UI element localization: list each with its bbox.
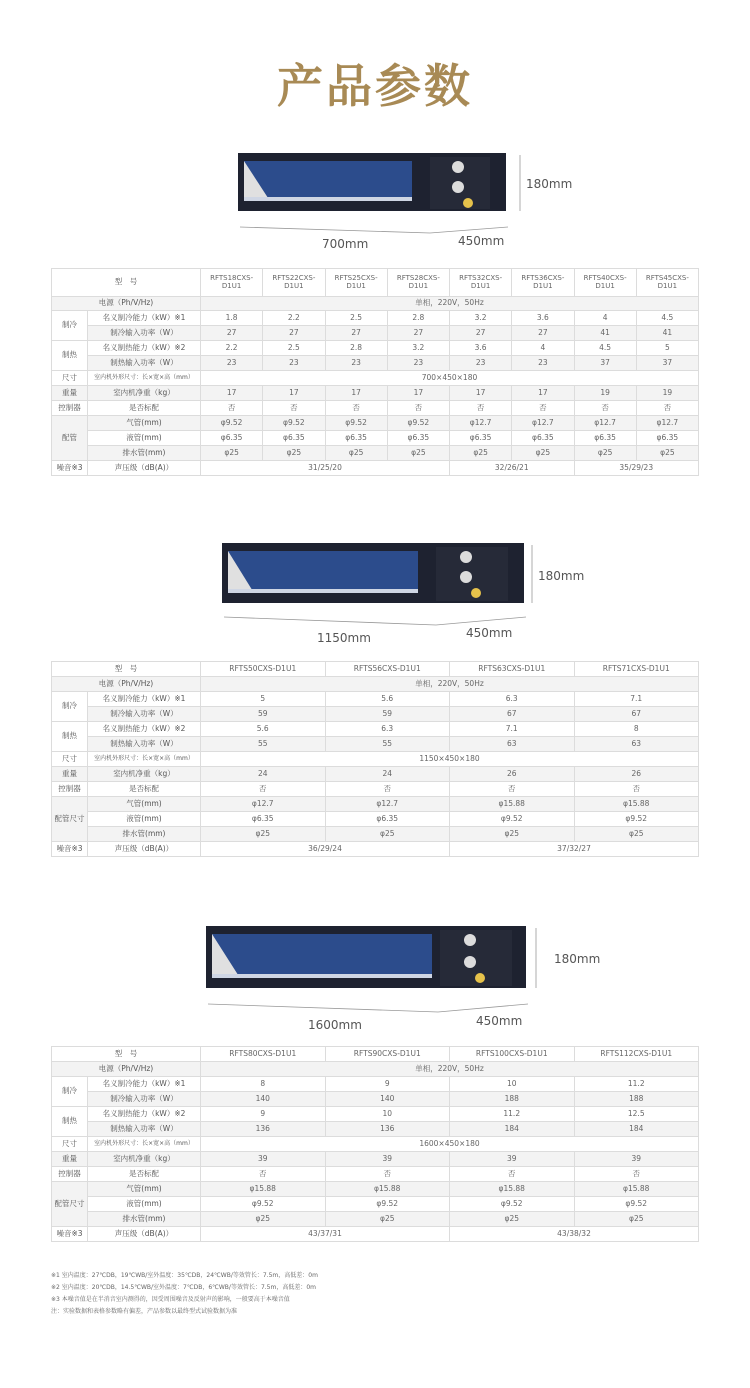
cell: φ12.7: [574, 416, 636, 431]
cell: 55: [325, 737, 450, 752]
gas-label: 气管(mm): [88, 797, 201, 812]
cell: 37: [574, 356, 636, 371]
cell: 19: [574, 386, 636, 401]
cell: φ25: [450, 446, 512, 461]
cell: φ25: [450, 827, 575, 842]
noise-group: 噪音※3: [52, 842, 88, 857]
power-value: 单相，220V，50Hz: [201, 677, 699, 692]
cell: 8: [201, 1077, 326, 1092]
size-group: 尺寸: [52, 371, 88, 386]
cell: 2.5: [263, 341, 325, 356]
ctrl-label: 是否标配: [88, 782, 201, 797]
cell: φ9.52: [450, 812, 575, 827]
cell: 41: [636, 326, 698, 341]
cell: 27: [387, 326, 449, 341]
cell: 184: [574, 1122, 699, 1137]
cell: 否: [636, 401, 698, 416]
dim-width-1: 700mm: [322, 237, 369, 251]
dim-height-1: 180mm: [526, 177, 573, 191]
heat-pow-label: 制热输入功率（W）: [88, 737, 201, 752]
cell: 9: [201, 1107, 326, 1122]
liquid-label: 液管(mm): [88, 812, 201, 827]
cell: φ15.88: [574, 1182, 699, 1197]
cell: φ25: [325, 827, 450, 842]
cell: 37/32/27: [450, 842, 699, 857]
ctrl-group: 控制器: [52, 401, 88, 416]
size-label: 室内机外形尺寸：长×宽×高（mm）: [88, 371, 201, 386]
cell: 23: [512, 356, 574, 371]
cell: φ9.52: [201, 416, 263, 431]
cell: φ9.52: [450, 1197, 575, 1212]
cell: 23: [325, 356, 387, 371]
size-label: 室内机外形尺寸：长×宽×高（mm）: [88, 1137, 201, 1152]
footnote: ※1 室内温度：27℃DB，19℃WB/室外温度：35℃DB，24℃WB/等效管长：7.5m，高低差：0m: [51, 1272, 318, 1279]
cell: 67: [450, 707, 575, 722]
cell: φ25: [574, 1212, 699, 1227]
cell: 否: [450, 1167, 575, 1182]
cell: φ6.35: [450, 431, 512, 446]
cell: φ9.52: [574, 812, 699, 827]
cell: 63: [574, 737, 699, 752]
liquid-label: 液管(mm): [88, 1197, 201, 1212]
model-name: RFTS22CXS-D1U1: [263, 269, 325, 297]
cell: 19: [636, 386, 698, 401]
cell: 24: [201, 767, 326, 782]
cell: 12.5: [574, 1107, 699, 1122]
cell: 2.8: [325, 341, 387, 356]
cell: 35/29/23: [574, 461, 699, 476]
cell: 否: [574, 1167, 699, 1182]
cell: φ6.35: [201, 812, 326, 827]
cell: φ25: [201, 446, 263, 461]
cell: 140: [325, 1092, 450, 1107]
cell: φ9.52: [387, 416, 449, 431]
cell: φ15.88: [201, 1182, 326, 1197]
drain-label: 排水管(mm): [88, 827, 201, 842]
cell: 否: [201, 401, 263, 416]
power-value: 单相，220V，50Hz: [201, 1062, 699, 1077]
cell: 3.2: [387, 341, 449, 356]
footnotes: [51, 1270, 318, 1318]
cell: φ6.35: [263, 431, 325, 446]
cell: 11.2: [574, 1077, 699, 1092]
cell: φ12.7: [512, 416, 574, 431]
cell: φ9.52: [325, 416, 387, 431]
cell: φ25: [636, 446, 698, 461]
cell: 17: [387, 386, 449, 401]
size-label: 室内机外形尺寸：长×宽×高（mm）: [88, 752, 201, 767]
cell: 5.6: [201, 722, 326, 737]
cell: φ12.7: [201, 797, 326, 812]
cell: φ15.88: [325, 1182, 450, 1197]
model-name: RFTS56CXS-D1U1: [325, 662, 450, 677]
cell: 5: [201, 692, 326, 707]
weight-group: 重量: [52, 386, 88, 401]
cell: φ25: [450, 1212, 575, 1227]
page-title: 产品参数: [277, 59, 473, 113]
heat-group: 制热: [52, 722, 88, 752]
model-name: RFTS63CXS-D1U1: [450, 662, 575, 677]
cell: 否: [325, 1167, 450, 1182]
cell: 3.6: [450, 341, 512, 356]
footnote: 注：实验数据和表格参数略有偏差，产品参数以最终型式试验数据为准: [51, 1308, 238, 1315]
cell: 184: [450, 1122, 575, 1137]
heat-pow-label: 制热输入功率（W）: [88, 356, 201, 371]
cool-pow-label: 制冷输入功率（W）: [88, 707, 201, 722]
dim-width-2: 1150mm: [317, 631, 371, 645]
cell: 26: [574, 767, 699, 782]
footnote: ※2 室内温度：20℃DB，14.5℃WB/室外温度：7℃DB，6℃WB/等效管长：7.5m，高低差：0m: [51, 1284, 316, 1291]
drain-label: 排水管(mm): [88, 1212, 201, 1227]
size-value: 1600×450×180: [201, 1137, 699, 1152]
cell: φ6.35: [325, 812, 450, 827]
cell: φ6.35: [387, 431, 449, 446]
model-name: RFTS90CXS-D1U1: [325, 1047, 450, 1062]
cell: 7.1: [574, 692, 699, 707]
cell: φ6.35: [574, 431, 636, 446]
cell: 否: [325, 782, 450, 797]
power-label: 电源（Ph/V/Hz): [52, 1062, 201, 1077]
cool-pow-label: 制冷输入功率（W）: [88, 1092, 201, 1107]
cell: 3.2: [450, 311, 512, 326]
cell: 39: [201, 1152, 326, 1167]
cell: 27: [263, 326, 325, 341]
cool-cap-label: 名义制冷能力（kW）※1: [88, 311, 201, 326]
ctrl-label: 是否标配: [88, 401, 201, 416]
cell: 否: [574, 782, 699, 797]
cell: φ25: [201, 827, 326, 842]
model-label: 型 号: [52, 269, 201, 297]
cell: φ25: [387, 446, 449, 461]
cell: 2.2: [263, 311, 325, 326]
size-group: 尺寸: [52, 1137, 88, 1152]
cell: 67: [574, 707, 699, 722]
cool-group: 制冷: [52, 311, 88, 341]
cell: 10: [325, 1107, 450, 1122]
model-name: RFTS25CXS-D1U1: [325, 269, 387, 297]
cell: φ15.88: [450, 1182, 575, 1197]
size-group: 尺寸: [52, 752, 88, 767]
dim-depth-1: 450mm: [458, 234, 505, 248]
cell: φ15.88: [574, 797, 699, 812]
cell: φ25: [325, 446, 387, 461]
cell: φ6.35: [325, 431, 387, 446]
cool-cap-label: 名义制冷能力（kW）※1: [88, 692, 201, 707]
spec-table-2: [51, 661, 699, 857]
cell: 11.2: [450, 1107, 575, 1122]
cell: 2.8: [387, 311, 449, 326]
cell: 27: [450, 326, 512, 341]
cell: 27: [201, 326, 263, 341]
cool-pow-label: 制冷输入功率（W）: [88, 326, 201, 341]
cell: 17: [263, 386, 325, 401]
model-name: RFTS28CXS-D1U1: [387, 269, 449, 297]
cell: 32/26/21: [450, 461, 575, 476]
heat-cap-label: 名义制热能力（kW）※2: [88, 722, 201, 737]
dim-depth-3: 450mm: [476, 1014, 523, 1028]
cell: 6.3: [325, 722, 450, 737]
cell: 6.3: [450, 692, 575, 707]
model-name: RFTS18CXS-D1U1: [201, 269, 263, 297]
cell: 10: [450, 1077, 575, 1092]
spec-table-1: [51, 268, 699, 476]
pipe-group: 配管: [52, 416, 88, 461]
cell: 2.2: [201, 341, 263, 356]
model-name: RFTS45CXS-D1U1: [636, 269, 698, 297]
dim-height-2: 180mm: [538, 569, 585, 583]
weight-group: 重量: [52, 767, 88, 782]
cell: 55: [201, 737, 326, 752]
model-name: RFTS80CXS-D1U1: [201, 1047, 326, 1062]
power-label: 电源（Ph/V/Hz): [52, 677, 201, 692]
cell: φ25: [574, 827, 699, 842]
cell: φ12.7: [636, 416, 698, 431]
weight-group: 重量: [52, 1152, 88, 1167]
model-name: RFTS32CXS-D1U1: [450, 269, 512, 297]
cell: 17: [201, 386, 263, 401]
duct-unit-illustration: [230, 145, 550, 245]
size-value: 1150×450×180: [201, 752, 699, 767]
cell: 63: [450, 737, 575, 752]
model-name: RFTS40CXS-D1U1: [574, 269, 636, 297]
weight-label: 室内机净重（kg）: [88, 767, 201, 782]
cell: 43/37/31: [201, 1227, 450, 1242]
cell: φ6.35: [201, 431, 263, 446]
heat-cap-label: 名义制热能力（kW）※2: [88, 1107, 201, 1122]
gas-label: 气管(mm): [88, 1182, 201, 1197]
cell: 4: [574, 311, 636, 326]
cell: 2.5: [325, 311, 387, 326]
ctrl-label: 是否标配: [88, 1167, 201, 1182]
cell: 24: [325, 767, 450, 782]
drain-label: 排水管(mm): [88, 446, 201, 461]
cell: 4: [512, 341, 574, 356]
cell: 39: [325, 1152, 450, 1167]
cell: 27: [325, 326, 387, 341]
ctrl-group: 控制器: [52, 782, 88, 797]
cell: 188: [450, 1092, 575, 1107]
cell: 1.8: [201, 311, 263, 326]
dim-width-3: 1600mm: [308, 1018, 362, 1032]
cell: φ9.52: [263, 416, 325, 431]
size-value: 700×450×180: [201, 371, 699, 386]
cell: 136: [325, 1122, 450, 1137]
cell: 36/29/24: [201, 842, 450, 857]
weight-label: 室内机净重（kg）: [88, 386, 201, 401]
cell: 3.6: [512, 311, 574, 326]
cell: φ25: [512, 446, 574, 461]
cell: 17: [450, 386, 512, 401]
noise-group: 噪音※3: [52, 461, 88, 476]
cell: 5.6: [325, 692, 450, 707]
noise-label: 声压级（dB(A)）: [88, 842, 201, 857]
cell: 4.5: [574, 341, 636, 356]
model-name: RFTS50CXS-D1U1: [201, 662, 326, 677]
cell: 否: [450, 401, 512, 416]
ctrl-group: 控制器: [52, 1167, 88, 1182]
cell: φ25: [325, 1212, 450, 1227]
cell: 43/38/32: [450, 1227, 699, 1242]
cell: 37: [636, 356, 698, 371]
cell: 否: [201, 782, 326, 797]
cell: 9: [325, 1077, 450, 1092]
gas-label: 气管(mm): [88, 416, 201, 431]
footnote: ※3 本噪音值是在半消音室内测得的，因受周围噪音及反射声的影响，一般要高于本噪音值: [51, 1296, 290, 1303]
power-value: 单相，220V，50Hz: [201, 297, 699, 311]
cell: 5: [636, 341, 698, 356]
cell: 否: [201, 1167, 326, 1182]
cell: 140: [201, 1092, 326, 1107]
noise-label: 声压级（dB(A)）: [88, 461, 201, 476]
pipe-group: 配管尺寸: [52, 797, 88, 842]
unit-image-1: [230, 145, 550, 245]
cell: 否: [325, 401, 387, 416]
cell: φ12.7: [325, 797, 450, 812]
cell: 39: [450, 1152, 575, 1167]
pipe-group: 配管尺寸: [52, 1182, 88, 1227]
cell: φ25: [263, 446, 325, 461]
cell: 否: [450, 782, 575, 797]
heat-group: 制热: [52, 341, 88, 371]
model-name: RFTS36CXS-D1U1: [512, 269, 574, 297]
cell: 否: [512, 401, 574, 416]
cool-group: 制冷: [52, 692, 88, 722]
cell: φ6.35: [512, 431, 574, 446]
weight-label: 室内机净重（kg）: [88, 1152, 201, 1167]
dim-depth-2: 450mm: [466, 626, 513, 640]
model-label: 型 号: [52, 662, 201, 677]
model-name: RFTS100CXS-D1U1: [450, 1047, 575, 1062]
spec-table-3: [51, 1046, 699, 1242]
cell: 27: [512, 326, 574, 341]
heat-pow-label: 制热输入功率（W）: [88, 1122, 201, 1137]
cell: 否: [574, 401, 636, 416]
cell: 59: [325, 707, 450, 722]
cell: 7.1: [450, 722, 575, 737]
cell: φ9.52: [325, 1197, 450, 1212]
cell: 26: [450, 767, 575, 782]
heat-cap-label: 名义制热能力（kW）※2: [88, 341, 201, 356]
cell: 4.5: [636, 311, 698, 326]
cell: φ15.88: [450, 797, 575, 812]
cell: 23: [263, 356, 325, 371]
cell: 39: [574, 1152, 699, 1167]
cell: 59: [201, 707, 326, 722]
noise-label: 声压级（dB(A)）: [88, 1227, 201, 1242]
cell: 136: [201, 1122, 326, 1137]
liquid-label: 液管(mm): [88, 431, 201, 446]
heat-group: 制热: [52, 1107, 88, 1137]
cell: 188: [574, 1092, 699, 1107]
model-label: 型 号: [52, 1047, 201, 1062]
cell: 41: [574, 326, 636, 341]
cell: 31/25/20: [201, 461, 450, 476]
cell: 17: [325, 386, 387, 401]
cool-group: 制冷: [52, 1077, 88, 1107]
cell: 17: [512, 386, 574, 401]
model-name: RFTS71CXS-D1U1: [574, 662, 699, 677]
cell: φ6.35: [636, 431, 698, 446]
cell: φ9.52: [201, 1197, 326, 1212]
cell: φ25: [201, 1212, 326, 1227]
dim-height-3: 180mm: [554, 952, 601, 966]
power-label: 电源（Ph/V/Hz): [52, 297, 201, 311]
model-name: RFTS112CXS-D1U1: [574, 1047, 699, 1062]
cell: 否: [263, 401, 325, 416]
cell: φ12.7: [450, 416, 512, 431]
cell: 23: [450, 356, 512, 371]
cell: 否: [387, 401, 449, 416]
cool-cap-label: 名义制冷能力（kW）※1: [88, 1077, 201, 1092]
noise-group: 噪音※3: [52, 1227, 88, 1242]
cell: 23: [387, 356, 449, 371]
cell: φ9.52: [574, 1197, 699, 1212]
cell: 8: [574, 722, 699, 737]
cell: φ25: [574, 446, 636, 461]
cell: 23: [201, 356, 263, 371]
